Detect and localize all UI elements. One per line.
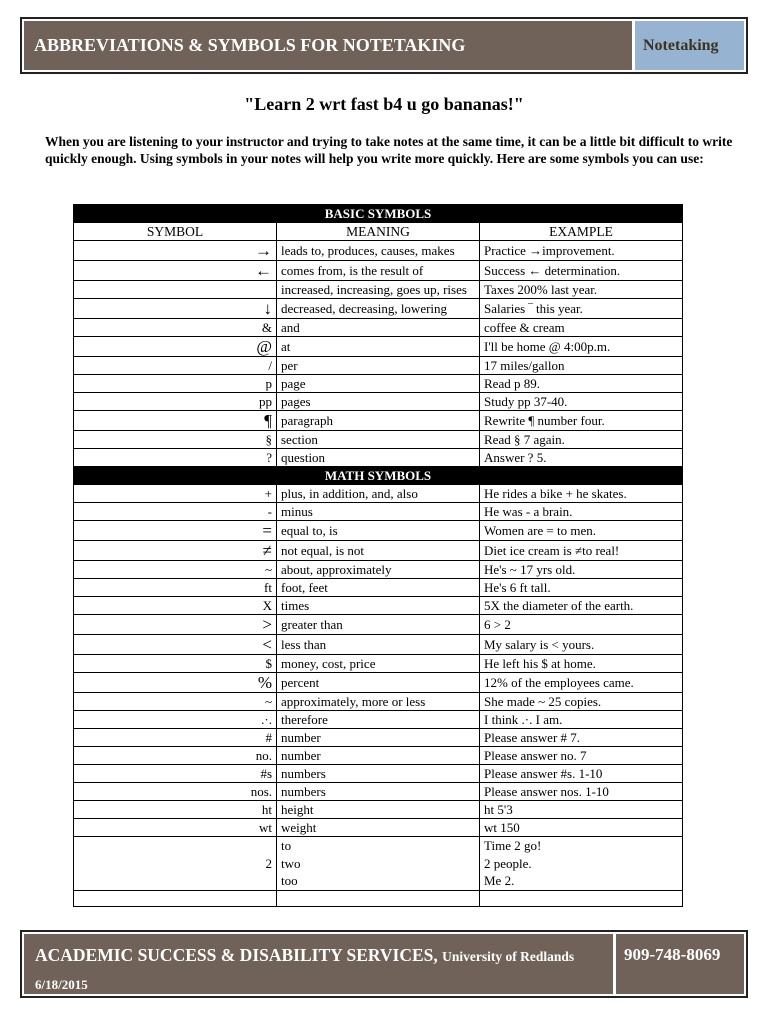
- example-cell: Salaries ‾ this year.: [480, 299, 683, 319]
- symbol-cell: /: [74, 357, 277, 375]
- table-row: [74, 615, 683, 635]
- meaning-cell: money, cost, price: [277, 655, 480, 673]
- meaning-cell: height: [277, 801, 480, 819]
- table-row: [74, 561, 683, 579]
- symbol-cell: pp: [74, 393, 277, 411]
- example-cell: He rides a bike + he skates.: [480, 485, 683, 503]
- meaning-cell: number: [277, 729, 480, 747]
- table-row: [74, 655, 683, 673]
- example-cell: Read § 7 again.: [480, 431, 683, 449]
- example-cell: 17 miles/gallon: [480, 357, 683, 375]
- table-row: [74, 765, 683, 783]
- meaning-cell: times: [277, 597, 480, 615]
- symbol-cell: =: [74, 521, 277, 541]
- column-header-meaning: MEANING: [277, 223, 480, 241]
- symbol-cell: .·.: [74, 711, 277, 729]
- meaning-cell: foot, feet: [277, 579, 480, 597]
- table-row: [74, 411, 683, 431]
- empty-row: [74, 891, 683, 907]
- table-row: [74, 281, 683, 299]
- meaning-cell: percent: [277, 673, 480, 693]
- basic-symbols-header-label: BASIC SYMBOLS: [74, 205, 683, 223]
- meaning-cell: about, approximately: [277, 561, 480, 579]
- footer-phone: 909-748-8069: [616, 934, 744, 994]
- university-name: University of Redlands: [442, 949, 575, 964]
- page-header: [20, 17, 748, 74]
- table-row: [74, 747, 683, 765]
- meaning-cell: [277, 837, 480, 891]
- meaning-cell: section: [277, 431, 480, 449]
- symbol-cell: ↓: [74, 299, 277, 319]
- meaning-line: two: [281, 855, 301, 871]
- example-line: Me 2.: [484, 873, 515, 888]
- example-cell: ht 5'3: [480, 801, 683, 819]
- empty-cell: [74, 891, 277, 907]
- symbol-cell: ←: [74, 261, 277, 281]
- example-cell: He's ~ 17 yrs old.: [480, 561, 683, 579]
- meaning-cell: weight: [277, 819, 480, 837]
- symbol-cell: wt: [74, 819, 277, 837]
- empty-cell: [277, 891, 480, 907]
- page-footer: [20, 930, 748, 998]
- meaning-cell: at: [277, 337, 480, 357]
- meaning-cell: increased, increasing, goes up, rises: [277, 281, 480, 299]
- example-cell: 12% of the employees came.: [480, 673, 683, 693]
- meaning-cell: comes from, is the result of: [277, 261, 480, 281]
- basic-symbols-header: [74, 205, 683, 223]
- example-cell: Rewrite ¶ number four.: [480, 411, 683, 431]
- example-cell: My salary is < yours.: [480, 635, 683, 655]
- symbol-cell: -: [74, 503, 277, 521]
- table-row: [74, 449, 683, 467]
- symbol-cell: p: [74, 375, 277, 393]
- example-cell: He's 6 ft tall.: [480, 579, 683, 597]
- meaning-cell: less than: [277, 635, 480, 655]
- table-row: [74, 673, 683, 693]
- meaning-line: too: [281, 873, 298, 888]
- symbol-cell: $: [74, 655, 277, 673]
- table-row: [74, 485, 683, 503]
- symbol-cell: no.: [74, 747, 277, 765]
- table-row: [74, 711, 683, 729]
- example-cell: Women are = to men.: [480, 521, 683, 541]
- table-row: [74, 729, 683, 747]
- symbols-table: [73, 204, 683, 907]
- footer-org: [35, 945, 574, 966]
- meaning-line: to: [281, 838, 292, 853]
- table-row: [74, 357, 683, 375]
- meaning-cell: number: [277, 747, 480, 765]
- table-row: [74, 503, 683, 521]
- footer-left: [24, 934, 613, 994]
- symbol-cell: 2: [74, 837, 277, 891]
- footer-date: 6/18/2015: [35, 977, 88, 992]
- example-cell: [480, 837, 683, 891]
- table-row: [74, 597, 683, 615]
- symbol-cell: →: [74, 241, 277, 261]
- symbol-cell: nos.: [74, 783, 277, 801]
- meaning-cell: approximately, more or less: [277, 693, 480, 711]
- symbol-cell: [74, 281, 277, 299]
- meaning-cell: and: [277, 319, 480, 337]
- symbol-cell: +: [74, 485, 277, 503]
- example-cell: Please answer # 7.: [480, 729, 683, 747]
- symbol-cell: ¶: [74, 411, 277, 431]
- meaning-cell: greater than: [277, 615, 480, 635]
- example-cell: I'll be home @ 4:00p.m.: [480, 337, 683, 357]
- section-tag: Notetaking: [635, 21, 744, 70]
- symbol-cell: #s: [74, 765, 277, 783]
- example-cell: 6 > 2: [480, 615, 683, 635]
- table-row: [74, 783, 683, 801]
- page-title: ABBREVIATIONS & SYMBOLS FOR NOTETAKING: [24, 21, 632, 70]
- table-row: [74, 375, 683, 393]
- symbol-cell: ~: [74, 693, 277, 711]
- table-row: [74, 431, 683, 449]
- symbol-cell: ft: [74, 579, 277, 597]
- table-row: [74, 579, 683, 597]
- symbol-cell: &: [74, 319, 277, 337]
- example-cell: Please answer nos. 1-10: [480, 783, 683, 801]
- example-cell: She made ~ 25 copies.: [480, 693, 683, 711]
- column-header-symbol: SYMBOL: [74, 223, 277, 241]
- symbol-cell: #: [74, 729, 277, 747]
- symbol-cell: ≠: [74, 541, 277, 561]
- empty-cell: [480, 891, 683, 907]
- column-header-row: [74, 223, 683, 241]
- example-cell: Practice →improvement.: [480, 241, 683, 261]
- meaning-cell: numbers: [277, 765, 480, 783]
- example-cell: Please answer #s. 1-10: [480, 765, 683, 783]
- table-row: [74, 801, 683, 819]
- example-cell: 5X the diameter of the earth.: [480, 597, 683, 615]
- table-row: [74, 837, 683, 891]
- meaning-cell: plus, in addition, and, also: [277, 485, 480, 503]
- symbol-cell: §: [74, 431, 277, 449]
- example-cell: I think .·. I am.: [480, 711, 683, 729]
- symbol-cell: @: [74, 337, 277, 357]
- symbol-cell: %: [74, 673, 277, 693]
- meaning-cell: therefore: [277, 711, 480, 729]
- example-cell: Study pp 37-40.: [480, 393, 683, 411]
- table-row: [74, 261, 683, 281]
- table-row: [74, 393, 683, 411]
- table-row: [74, 319, 683, 337]
- table-row: [74, 693, 683, 711]
- meaning-cell: page: [277, 375, 480, 393]
- symbol-cell: ~: [74, 561, 277, 579]
- meaning-cell: leads to, produces, causes, makes: [277, 241, 480, 261]
- meaning-cell: decreased, decreasing, lowering: [277, 299, 480, 319]
- example-cell: Read p 89.: [480, 375, 683, 393]
- example-line: 2 people.: [484, 855, 532, 871]
- example-cell: Taxes 200% last year.: [480, 281, 683, 299]
- example-cell: wt 150: [480, 819, 683, 837]
- meaning-cell: paragraph: [277, 411, 480, 431]
- example-line: Time 2 go!: [484, 838, 542, 853]
- table-row: [74, 541, 683, 561]
- meaning-cell: equal to, is: [277, 521, 480, 541]
- meaning-cell: numbers: [277, 783, 480, 801]
- symbol-cell: ?: [74, 449, 277, 467]
- table-row: [74, 819, 683, 837]
- example-cell: Success ← determination.: [480, 261, 683, 281]
- column-header-example: EXAMPLE: [480, 223, 683, 241]
- meaning-cell: per: [277, 357, 480, 375]
- example-cell: Please answer no. 7: [480, 747, 683, 765]
- intro-paragraph: When you are listening to your instructor and trying to take notes at the same time, it can be a little bit difficult to write quickly enough. Using symbols in your notes will help you write more quickly. Here are some symbols you can use:: [45, 134, 733, 166]
- table-row: [74, 635, 683, 655]
- org-name: ACADEMIC SUCCESS & DISABILITY SERVICES,: [35, 945, 438, 965]
- meaning-cell: minus: [277, 503, 480, 521]
- example-cell: Answer ? 5.: [480, 449, 683, 467]
- symbol-cell: <: [74, 635, 277, 655]
- example-cell: He was - a brain.: [480, 503, 683, 521]
- meaning-cell: pages: [277, 393, 480, 411]
- table-row: [74, 337, 683, 357]
- quote: "Learn 2 wrt fast b4 u go bananas!": [244, 94, 524, 114]
- example-cell: coffee & cream: [480, 319, 683, 337]
- example-cell: Diet ice cream is ≠to real!: [480, 541, 683, 561]
- table-row: [74, 521, 683, 541]
- symbol-cell: ht: [74, 801, 277, 819]
- table-row: [74, 241, 683, 261]
- meaning-cell: not equal, is not: [277, 541, 480, 561]
- table-row: [74, 299, 683, 319]
- symbol-cell: >: [74, 615, 277, 635]
- symbol-cell: X: [74, 597, 277, 615]
- example-cell: He left his $ at home.: [480, 655, 683, 673]
- meaning-cell: question: [277, 449, 480, 467]
- math-symbols-header: [74, 467, 683, 485]
- math-symbols-header-label: MATH SYMBOLS: [74, 467, 683, 485]
